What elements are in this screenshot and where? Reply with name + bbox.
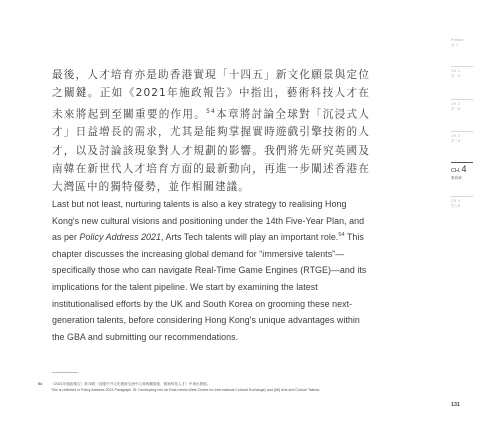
footnote — [38, 381, 418, 394]
sidebar-item-label-zh: 第三章 — [451, 139, 461, 143]
sidebar-item-label: Preface — [451, 38, 464, 42]
body-zh-part-1: 最後，人才培育亦是助香港實現「十四五」新文化願景與定位之關鍵。正如《2021年施政報告》中指出，藝術科技人才在未來將起到至關重要的作用。 — [52, 69, 370, 121]
sidebar-ch-prefix: CH. — [451, 168, 461, 174]
body-text-en — [52, 196, 370, 345]
sidebar-ch-number: 4 — [461, 164, 467, 174]
page-number: 131 — [451, 402, 460, 408]
sidebar-item-label: CH. 3 — [451, 134, 461, 138]
footnote-ref-en[interactable]: 54 — [338, 232, 345, 239]
sidebar-rule — [451, 99, 473, 100]
sidebar-item-ch2[interactable] — [451, 99, 475, 112]
footnote-separator — [52, 372, 78, 373]
sidebar-rule — [451, 66, 473, 67]
sidebar-item-preface[interactable] — [451, 38, 475, 48]
body-en-part-2: , Arts Tech talents will play an important role. — [161, 232, 339, 243]
body-zh-part-2: 本章將討論全球對「沉浸式人才」日益增長的需求，尤其是能夠掌握實時遊戲引擎技術的人才，以及討論該現象對人才規劃的影響。我們將先研究英國及南韓在新世代人才培育方面的最新動向，再進一步闡述香港在大灣區中的獨特優勢，並作相關建議。 — [52, 108, 370, 194]
footnote-ref-zh[interactable]: 54 — [206, 107, 216, 115]
sidebar-item-label: CH. 5 — [451, 199, 461, 203]
sidebar-item-ch4[interactable] — [451, 162, 475, 181]
sidebar-item-label-zh: 第一章 — [451, 74, 461, 78]
sidebar-item-label-zh: 第五章 — [451, 204, 461, 208]
sidebar-rule — [451, 162, 473, 163]
footnote-text-zh: 《2021年施政報告》第78段（加強中外文化藝術交流中心與相關措施，藝術科技人才）中指出發展。 — [51, 382, 211, 386]
sidebar-item-label: CH. 2 — [451, 102, 461, 106]
footnote-number: 54 — [38, 382, 42, 386]
body-text-zh — [52, 66, 370, 197]
policy-address-title: Policy Address 2021 — [79, 232, 162, 243]
sidebar-item-ch3[interactable] — [451, 131, 475, 144]
body-en-part-1: Last but not least, nurturing talents is also a key strategy to realising Hong Kong's new cultural visions and positioning under the 14th Five-Year Plan, and as per — [52, 199, 365, 243]
sidebar-item-label — [451, 165, 475, 176]
sidebar-item-label: CH. 1 — [451, 69, 461, 73]
sidebar-item-label-zh: 第四章 — [451, 176, 462, 180]
sidebar-rule — [451, 196, 473, 197]
footnote-line-en: This is reflected in Policy Address 2021 Paragraph 78: Developing into an East-meets-West Centre for International Cultural Exchange) and (68) Arts and Culture Talents. — [51, 388, 321, 393]
sidebar-item-label-zh: 前 言 — [451, 43, 459, 47]
sidebar-rule — [451, 131, 473, 132]
sidebar-item-label-zh: 第二章 — [451, 107, 461, 111]
body-en-part-3: This chapter discusses the increasing global demand for “immersive talents”—specifically those who can navigate Real-Time Game Engines (RTGE)—and its implications for the talent pipeline. We start by examining the latest institutionalised efforts by the UK and South Korea on grooming these next-generation talents, before considering Hong Kong's unique advantages within the GBA and submitting our recommendations. — [52, 232, 367, 342]
sidebar-item-ch1[interactable] — [451, 66, 475, 79]
sidebar-item-ch5[interactable] — [451, 196, 475, 209]
